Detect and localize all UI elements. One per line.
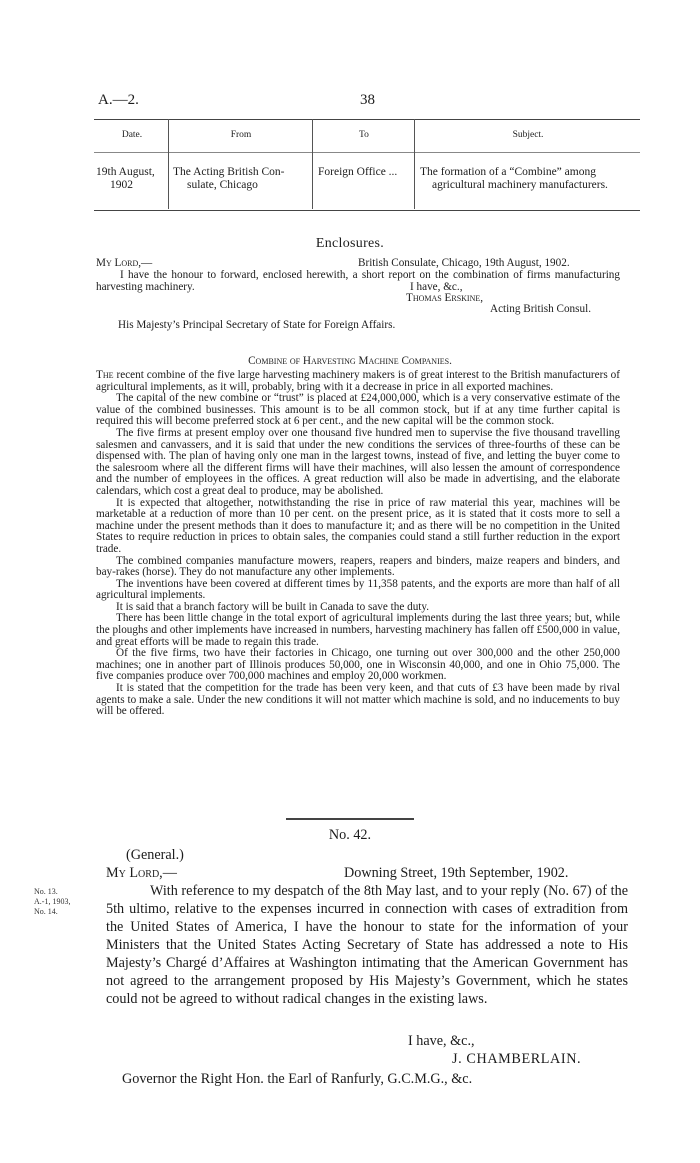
report-paragraph: It is said that a branch factory will be built in Canada to save the duty.: [116, 600, 430, 613]
column-divider: [168, 119, 169, 209]
column-header-date: Date.: [121, 130, 143, 140]
report-paragraph: recent combine of the five large harvesting machinery makers is of great interest to the British manufacturers of agricultural implements, as it will, probably, bring with it a decrease in price in all exported machines.: [96, 369, 620, 393]
margin-references: [34, 887, 70, 917]
column-divider: [312, 119, 313, 209]
report-paragraph: The inventions have been covered at different times by 11,358 patents, and the exports are more than half of all agricultural implements.: [96, 577, 620, 602]
report-paragraph: The five firms at present employ over one thousand five hundred men to supervise the five thousand travelling salesmen and canvassers, and it is said that under the new conditions the services of three-fourths of these can be dispensed with. The plan of having only one man in the largest towns, instead of five, and letting the buyer come to the salesroom where all the different firms will have their machines, will also lessen the amount of correspondence and the number of employees in the offices. A great reduction will also be made in advertising, and the elaborate calendars, which cost a great deal to produce, may be abolished.: [96, 426, 620, 497]
despatch-salutation: My Lord,—: [106, 865, 177, 881]
column-header-to: To: [359, 130, 369, 140]
column-header-subject: Subject.: [512, 130, 544, 140]
enclosure-location-date: British Consulate, Chicago, 19th August, 1902.: [358, 257, 570, 269]
despatch-close: I have, &c.,: [408, 1033, 475, 1049]
enclosure-addressee: His Majesty’s Principal Secretary of State for Foreign Affairs.: [118, 319, 396, 331]
enclosure-close: I have, &c.,: [410, 281, 463, 293]
cell-from: The Acting British Con- sulate, Chicago: [173, 166, 285, 191]
report-paragraph: It is expected that altogether, notwithstanding the rise in price of raw material this year, machines will be marketable at a reduction of more than 10 per cent. on the present price, as it is stated that it costs more to sell a machine under the present methods than it does to manufacture it; and as there will be no competition in the United States to require reduction in prices to obtain sales, the companies could stand a still further reduction in the export trade.: [96, 496, 620, 555]
margin-reference: A.-1, 1903,: [34, 897, 71, 906]
despatch-number: No. 42.: [328, 827, 372, 843]
section-divider: [286, 818, 414, 820]
enclosures-heading: Enclosures.: [315, 236, 385, 251]
table-top-rule: [94, 119, 640, 120]
enclosure-signatory-title: Acting British Consul.: [490, 303, 592, 315]
report-title: Combine of Harvesting Machine Companies.: [248, 355, 452, 367]
despatch-signatory: J. CHAMBERLAIN.: [452, 1051, 582, 1067]
cell-subject: The formation of a “Combine” among agricultural machinery manufacturers.: [420, 166, 608, 191]
margin-reference: No. 14.: [34, 907, 58, 916]
report-paragraph: There has been little change in the total export of agricultural implements during the last three years; but, while the ploughs and other implements have increased in numbers, harvesting machinery has fallen off £500,000 in value, and great efforts will be made to regain this trade.: [96, 612, 620, 648]
despatch-location-date: Downing Street, 19th September, 1902.: [344, 865, 569, 881]
enclosure-salutation: My Lord,—: [96, 257, 153, 269]
page-number: 38: [360, 92, 375, 108]
cell-date: 19th August, 1902: [96, 166, 155, 191]
report-paragraph: It is stated that the competition for the trade has been very keen, and that cuts of £3 have been made by rival agents to make a sale. Under the new conditions it will not matter which machine is sold, and no inducements to buy will be offered.: [96, 682, 620, 718]
column-divider: [414, 119, 415, 209]
report-first-word: The: [96, 369, 114, 381]
despatch-addressee: Governor the Right Hon. the Earl of Ranfurly, G.C.M.G., &c.: [122, 1071, 473, 1087]
enclosure-body: I have the honour to forward, enclosed herewith, a short report on the combination of firms manufacturing harvesting machinery.: [96, 269, 620, 293]
despatch-body: With reference to my despatch of the 8th May last, and to your reply (No. 67) of the 5th ultimo, relative to the expenses incurred in connection with cases of extradition from the United States of America, I have the honour to state for the information of your Ministers that the United States Acting Secretary of State has addressed a note to His Majesty’s Chargé d’Affaires at Washington intimating that the American Government has not agreed to the arrangement proposed by His Majesty’s Government, which he states could not be agreed to without radical changes in the existing laws.: [106, 883, 628, 1007]
report-paragraph: The capital of the new combine or “trust” is placed at £24,000,000, which is a very conservative estimate of the value of the combined businesses. This amount is to be all common stock, but if at any time further capital is required this will become preferred stock at 6 per cent., and the new capital will be the common stock.: [96, 392, 620, 428]
table-bottom-rule: [94, 210, 640, 211]
cell-to: Foreign Office ...: [318, 166, 398, 178]
report-paragraph: Of the five firms, two have their factories in Chicago, one turning out over 300,000 and the other 250,000 machines; one in another part of Illinois produces 50,000, one in Wisconsin 40,000, and one in Ohio 75,000. The five companies produce over 700,000 machines and employ 20,000 workmen.: [96, 647, 620, 683]
report-body: [96, 370, 620, 718]
margin-reference: No. 13.: [34, 887, 58, 896]
table-header-rule: [94, 152, 640, 153]
document-reference: A.—2.: [98, 92, 139, 108]
enclosure-signatory: Thomas Erskine,: [406, 292, 484, 304]
report-paragraph: The combined companies manufacture mowers, reapers, reapers and binders, maize reapers and binders, and bay-rakes (horse). They do not manufacture any other implements.: [96, 554, 620, 579]
despatch-category: (General.): [126, 847, 184, 863]
column-header-from: From: [230, 130, 252, 140]
